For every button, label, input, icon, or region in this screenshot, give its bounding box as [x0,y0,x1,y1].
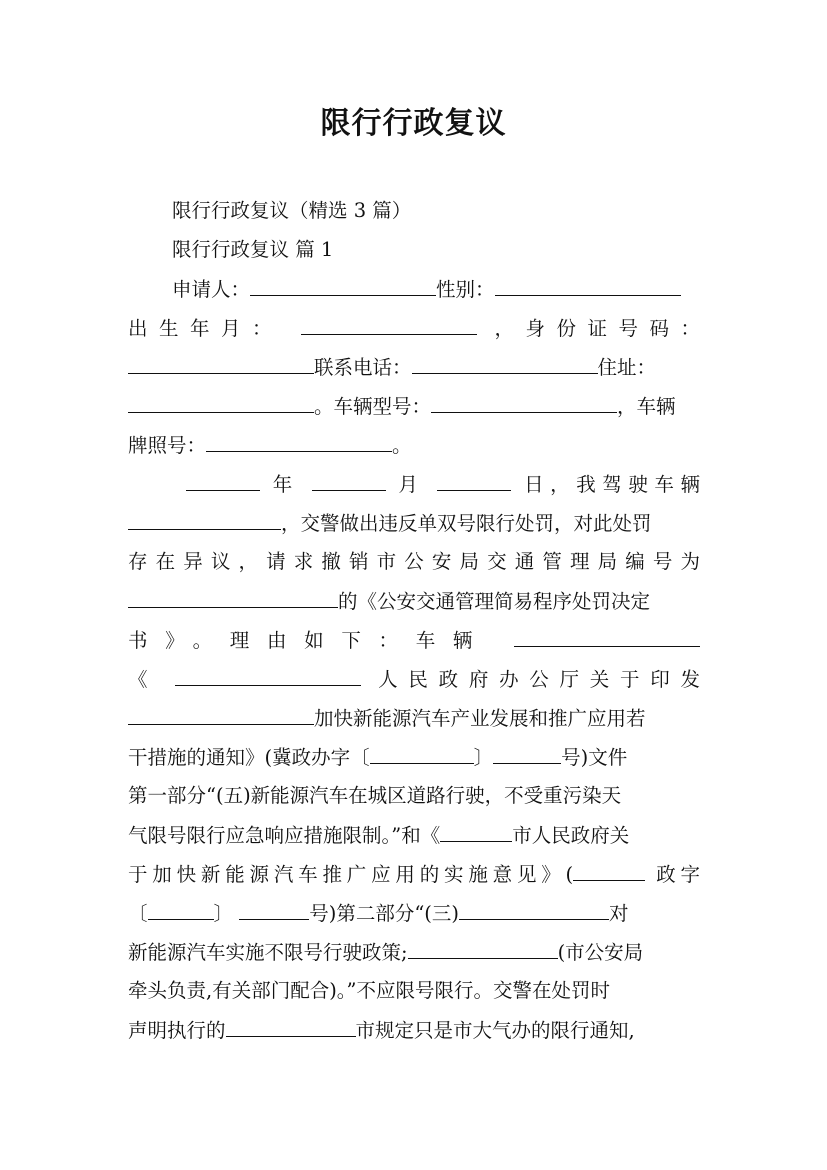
text: 性别： [436,278,495,301]
section-heading [172,236,700,264]
paragraph-line [128,860,700,888]
blank-field [128,509,281,530]
text: ，身份证号码： [494,317,700,340]
paragraph-line [128,938,700,966]
paragraph-line [128,431,700,459]
text: 于加快新能源汽车推广应用的实施意见》( [128,863,574,886]
paragraph-line [128,821,700,849]
text: 新能源汽车实施不限号行驶政策; [128,941,408,964]
text: 月 [398,473,425,496]
blank-field [128,392,314,413]
blank-field [431,392,617,413]
blank-field [312,470,386,491]
blank-field [514,626,700,647]
paragraph-line [186,470,700,498]
paragraph-line [128,665,700,693]
paragraph-line [128,782,700,810]
text: 〕 [473,746,494,769]
text: 住址： [597,356,657,379]
blank-field [128,587,338,608]
text: 。 [392,434,412,457]
paragraph-line [128,626,700,654]
text: 日，我驾驶车辆 [524,473,700,496]
text: 存在异议，请求撤销市公安局交通管理局编号为 [128,550,700,573]
text: 加快新能源汽车产业发展和推广应用若 [314,707,646,730]
paragraph-line [128,392,700,420]
text: 对 [609,902,629,925]
text: ，车辆 [617,395,676,418]
blank-field [573,860,645,881]
text: 声明执行的 [128,1019,226,1042]
paragraph-line [128,353,700,381]
text: ，交警做出违反单双号限行处罚，对此处罚 [281,512,652,535]
text: 〔 [128,902,148,925]
blank-field [459,899,609,920]
text: 市规定只是市大气办的限行通知, [355,1019,635,1042]
blank-field [250,275,436,296]
paragraph-line [128,1016,700,1044]
paragraph-line [128,314,700,342]
blank-field [408,938,558,959]
text: 限行行政复议（精选 3 篇） [172,199,412,222]
text: 书》。理由如下：车辆 [128,629,491,652]
paragraph-line [128,548,700,576]
text: (市公安局 [557,941,644,964]
text: 申请人： [172,278,251,301]
blank-field [148,899,214,920]
paragraph-line [128,743,700,771]
blank-field [226,1016,356,1037]
text: 〕 [213,902,234,925]
text: 。车辆型号： [314,395,432,418]
paragraph-line [128,509,700,537]
paragraph-line [128,587,700,615]
blank-field [128,704,314,725]
paragraph-line [128,899,700,927]
text: 号)第二部分“(三) [309,902,460,925]
blank-field [206,431,392,452]
subtitle-line [172,197,700,225]
blank-field [186,470,260,491]
text: 牵头负责,有关部门配合)。”不应限号限行。交警在处罚时 [128,979,611,1002]
blank-field [128,353,314,374]
text: 《 [128,668,159,691]
text: 气限号限行应急响应措施限制。”和《 [128,824,441,847]
text: 人民政府办公厅关于印发 [378,668,700,691]
paragraph-line [128,977,700,1005]
text: 出生年月： [128,317,284,340]
blank-field [175,665,361,686]
text: 限行行政复议 篇 1 [172,238,334,261]
text: 年 [272,473,299,496]
blank-field [440,821,512,842]
paragraph-line [128,704,700,732]
blank-field [493,743,561,764]
document-title: 限行行政复议 [320,106,507,141]
text: 联系电话： [314,356,412,379]
blank-field [437,470,511,491]
paragraph-line [172,275,700,303]
text: 的《公安交通管理简易程序处罚决定 [338,590,651,613]
text: 干措施的通知》(冀政办字〔 [128,746,370,769]
text: 政字 [656,863,700,886]
text: 牌照号： [128,434,207,457]
text: 第一部分“(五)新能源汽车在城区道路行驶，不受重污染天 [128,784,622,807]
blank-field [301,314,477,335]
text: 号)文件 [561,746,628,769]
blank-field [370,743,474,764]
text: 市人民政府关 [512,824,630,847]
blank-field [495,275,681,296]
blank-field [412,353,598,374]
blank-field [239,899,309,920]
